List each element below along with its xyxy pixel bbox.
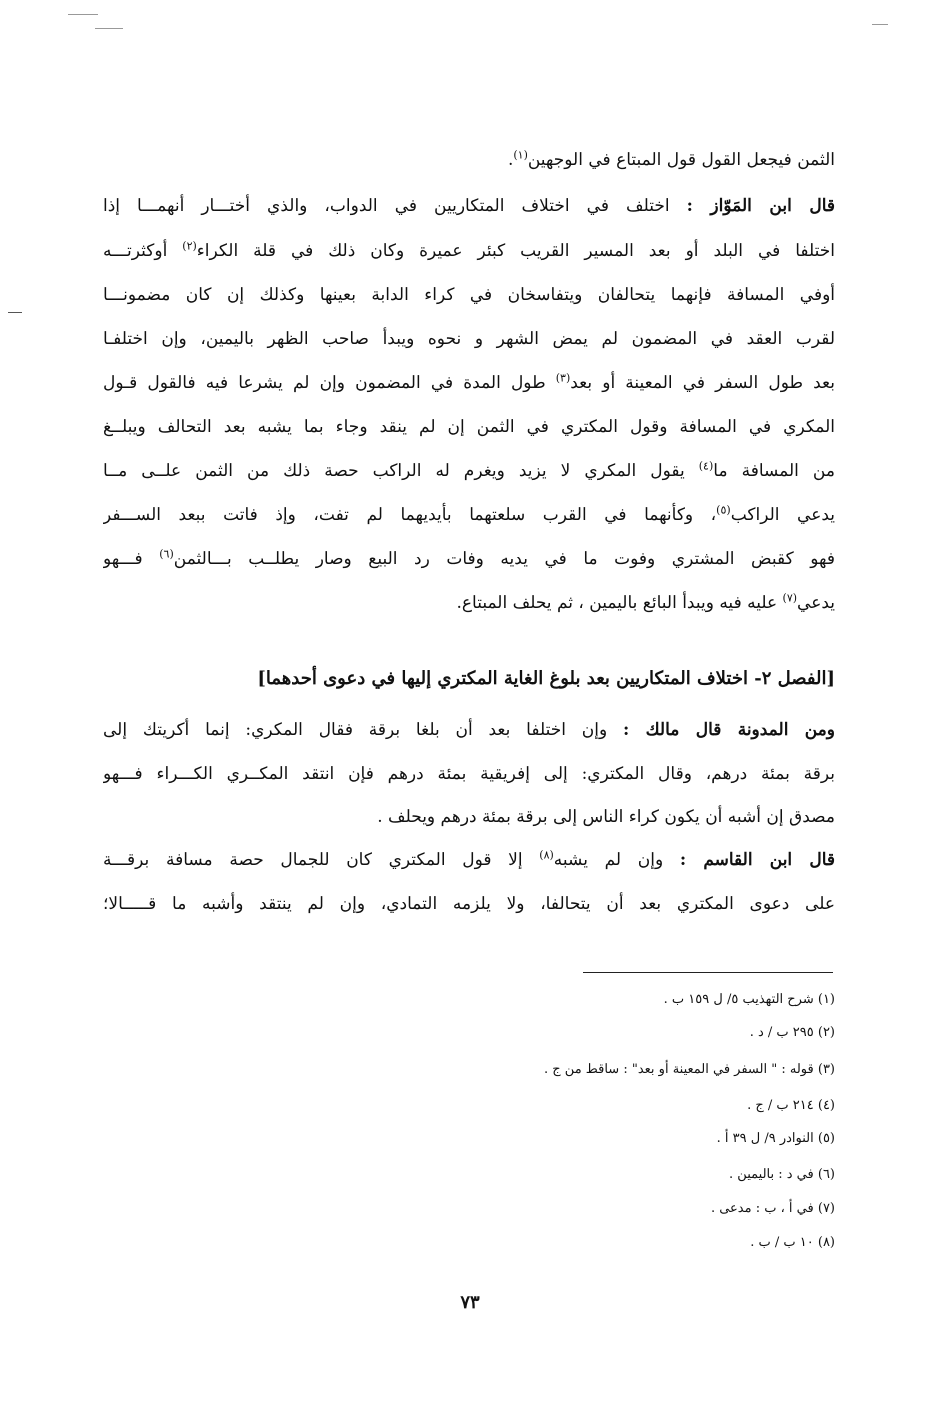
body-line-3: اختلفا في البلد أو بعد المسير القريب كبئر عميرة وكان ذلك في قلة الكراء$^{(٢)}$ أوكثرتـــه [103,239,835,261]
footnote-1: (١) شرح التهذيب ٥/ ل ١٥٩ ب . [663,992,835,1007]
footnote-6: (٦) في د : باليمين . [729,1167,835,1182]
footnote-7: (٧) في أ ، ب : مدعى . [710,1201,835,1216]
footnote-ref: (٦) [159,547,174,561]
scan-mark-left-margin [8,312,22,313]
scan-mark-top-left-2 [95,28,123,29]
scan-mark-top-left [68,14,98,15]
body-line-1: الثمن فيجعل القول قول المبتاع في الوجهين$^{(١)}$. [507,148,835,170]
section-line-1: ومن المدونة قال مالك : وإن اختلفا بعد أن بلغا برقة فقال المكري: إنما أكريتك إلى [103,720,835,740]
footnote-ref: (٣) [555,371,571,385]
footnote-5: (٥) النوادر ٩/ ل ٣٩ أ . [716,1131,835,1146]
footnote-2: (٢) ٢٩٥ ب / د . [749,1025,835,1040]
body-line-7: المكري في المسافة وقول المكتري في الثمن إن لم ينقد وجاء بما يشبه بعد التحالف ويبلــغ [103,417,835,437]
footnote-ref: (١) [513,148,528,162]
body-line-9: يدعي الراكب$^{(٥)}$، وكأنهما في القرب سلعتهما بأيديهما لم تفت، وإذ فاتت ببعد الســـفر [103,503,835,525]
page-number: ٧٣ [460,1292,480,1313]
footnote-ref: (٧) [782,591,798,605]
body-line-6: بعد طول السفر في المعينة أو بعد$^{(٣)}$ طول المدة في المضمون وإن لم يشرعا فيه فالقول قـول [103,371,835,393]
footnote-ref: (٨) [539,848,554,862]
footnote-ref: (٥) [716,503,731,517]
body-line-11: يدعي$^{(٧)}$ عليه فيه ويبدأ البائع باليمين ، ثم يحلف المبتاع. [456,591,835,613]
footnote-ref: (٤) [698,459,714,473]
body-line-8: من المسافة ما$^{(٤)}$ يقول المكري لا يزيد ويغرم له الراكب حصة ذلك من الثمن علــى مــا [103,459,835,481]
section-line-3: مصدق إن أشبه أن يكون كراء الناس إلى برقة بمئة درهم ويحلف . [377,807,835,827]
footnote-8: (٨) ١٠ ب / ب . [750,1235,835,1250]
footnote-ref: (٢) [182,239,197,253]
footnote-3: (٣) قوله : " السفر في المعينة أو بعد" : ساقط من ج . [544,1062,835,1077]
section-line-5: على دعوى المكتري بعد أن يتحالفا، ولا يلزمه التمادي، وإن لم ينتقد وأشبه ما قـــــالا؛ [103,894,835,914]
footnote-4: (٤) ٢١٤ ب / ج . [747,1098,835,1113]
body-line-5: لقرب العقد في المضمون لم يمض الشهر و نحوه ويبدأ صاحب الظهر باليمين، وإن اختلفـا [103,329,835,349]
body-line-2: قال ابن المَوّاز : اختلف في اختلاف المتكاريين في الدواب، والذي أختـــار أنهمـــا إذا [103,196,835,216]
section-line-4: قال ابن القاسم : وإن لم يشبه$^{(٨)}$ إلا قول المكتري كان للجمال حصة مسافة برقـــة [103,848,835,870]
footnote-separator [583,972,833,973]
body-line-4: أوفي المسافة فإنهما يتحالفان ويتفاسخان في كراء الدابة بعينها وكذلك إن كان مضمونـــا [103,285,835,305]
section-heading: [الفصل ٢- اختلاف المتكاريين بعد بلوغ الغاية المكتري إليها في دعوى أحدهما] [257,668,835,689]
scan-mark-top-right [872,24,888,25]
section-line-2: برقة بمئة درهم، وقال المكتري: إلى إفريقية بمئة درهم فإن انتقد المكــري الكـــراء فـــهو [103,764,835,784]
body-line-10: فهو كقبض المشتري وفوت ما في يديه وفات رد البيع وصار يطلــب بـــالثمن$^{(٦)}$ فـــهو [103,547,835,569]
